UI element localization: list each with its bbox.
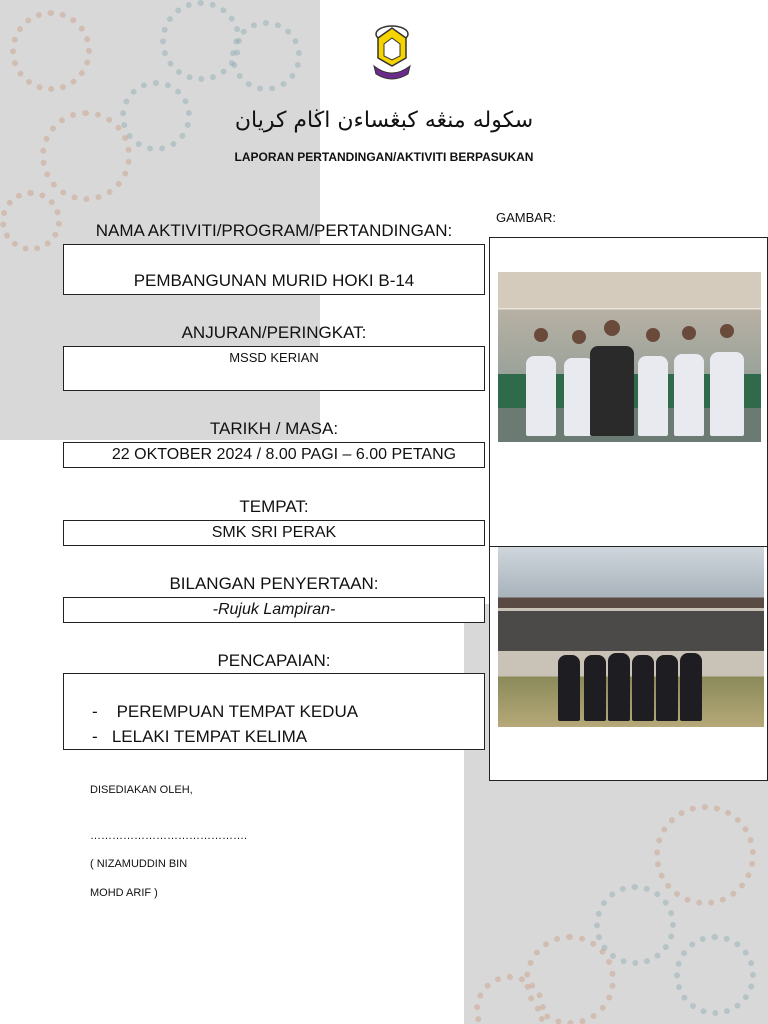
report-title: LAPORAN PERTANDINGAN/AKTIVITI BERPASUKAN [234,150,534,164]
participants-label: BILANGAN PENYERTAAN: [169,574,379,593]
signature-line: ……………………………………. [90,830,248,842]
achievement-text: LELAKI TEMPAT KELIMA [111,727,308,746]
venue-value: SMK SRI PERAK [211,524,337,541]
datetime-value: 22 OKTOBER 2024 / 8.00 PAGI – 6.00 PETANG [111,446,457,463]
participants-box [63,597,485,623]
participants-value: -Rujuk Lampiran- [212,601,336,618]
achievement-text: PEREMPUAN TEMPAT KEDUA [116,702,359,721]
preparer-name-line1: ( NIZAMUDDIN BIN [90,858,188,870]
organizer-box [63,346,485,391]
school-name: سکوله منڠه کبڠساءن اڬام کريان [234,108,534,133]
achievement-item: - PEREMPUAN TEMPAT KEDUA [92,702,359,721]
venue-label: TEMPAT: [239,497,309,516]
prepared-by-label: DISEDIAKAN OLEH, [90,784,193,796]
organizer-label: ANJURAN/PERINGKAT: [181,323,367,342]
activity-value: PEMBANGUNAN MURID HOKI B-14 [133,271,415,290]
activity-box [63,244,485,295]
venue-box [63,520,485,546]
preparer-name-line2: MOHD ARIF ) [90,887,158,899]
photo-frame-top [489,237,768,547]
activity-label: NAMA AKTIVITI/PROGRAM/PERTANDINGAN: [95,221,453,240]
datetime-label: TARIKH / MASA: [209,419,339,438]
team-photo-girls [498,547,764,727]
photo-frame-bottom [489,546,768,781]
achievement-box [63,673,485,750]
organizer-value: MSSD KERIAN [229,350,319,365]
achievement-label: PENCAPAIAN: [217,651,331,670]
school-logo [368,22,416,82]
achievement-item: - LELAKI TEMPAT KELIMA [92,727,308,746]
datetime-box [63,442,485,468]
team-photo-boys [498,272,761,442]
photos-label: GAMBAR: [496,210,556,225]
